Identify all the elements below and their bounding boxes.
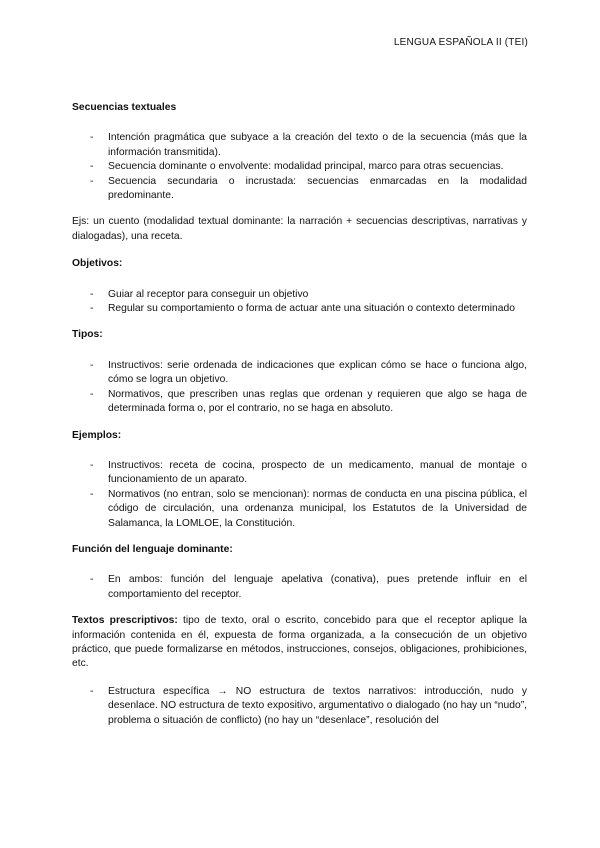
list-item: - Instructivos: serie ordenada de indicaciones que explican cómo se hace o funciona algo, cómo se logra un objetivo. — [72, 359, 527, 388]
objetivos-list — [72, 288, 527, 317]
list-item: - En ambos: función del lenguaje apelativa (conativa), pues pretende influir en el comportamiento del receptor. — [72, 573, 527, 602]
section-heading-objetivos: Objetivos: — [72, 258, 123, 270]
secuencias-list — [72, 131, 527, 203]
section-heading-ejemplos: Ejemplos: — [72, 429, 122, 441]
tipos-list — [72, 359, 527, 417]
prescriptivos-term: Textos prescriptivos: — [72, 615, 178, 627]
list-item: - Estructura específica → NO estructura de textos narrativos: introducción, nudo y desenlace. NO estructura de texto expositivo, argumentativo o dialogado (no hay un “nudo”, problema o situación de conflicto) (no hay un “desenlace”, resolución del — [72, 685, 527, 728]
prescriptivos-text: tipo de texto, oral o escrito, concebido para que el receptor aplique la información contenida en él, expuesta de forma organizada, a la consecución de un objetivo práctico, que puede formalizarse en métodos, instrucciones, consejos, obligaciones, prohibiciones, etc. — [72, 615, 527, 670]
document-body — [72, 101, 527, 740]
funcion-list — [72, 573, 527, 602]
page-header-title: LENGUA ESPAÑOLA II (TEI) — [393, 37, 528, 48]
list-item: - Instructivos: receta de cocina, prospecto de un medicamento, manual de montaje o funcionamiento de un aparato. — [72, 459, 527, 488]
section-heading-tipos: Tipos: — [72, 329, 103, 341]
prescriptivos-list — [72, 685, 527, 728]
prescriptivos-definition — [72, 614, 527, 672]
list-item: - Intención pragmática que subyace a la creación del texto o de la secuencia (más que la información transmitida). — [72, 131, 527, 160]
ejemplos-list — [72, 459, 527, 531]
list-item: - Normativos, que prescriben unas reglas que ordenan y requieren que algo se haga de determinada forma o, por el contrario, no se haga en absoluto. — [72, 388, 527, 417]
section-heading-funcion: Función del lenguaje dominante: — [72, 543, 233, 555]
section-heading-secuencias: Secuencias textuales — [72, 102, 177, 113]
list-item: - Secuencia secundaria o incrustada: secuencias enmarcadas en la modalidad predominante. — [72, 175, 527, 204]
list-item: - Guiar al receptor para conseguir un objetivo — [72, 288, 527, 302]
list-item: - Secuencia dominante o envolvente: modalidad principal, marco para otras secuencias. — [72, 160, 527, 174]
secuencias-example: Ejs: un cuento (modalidad textual dominante: la narración + secuencias descriptivas, narrativas y dialogadas), una receta. — [72, 216, 527, 242]
list-item: - Normativos (no entran, solo se mencionan): normas de conducta en una piscina pública, el código de circulación, una ordenanza municipal, los Estatutos de la Universidad de Salamanca, la LOMLOE, la Constitución. — [72, 488, 527, 531]
list-item: - Regular su comportamiento o forma de actuar ante una situación o contexto determinado — [72, 302, 527, 316]
